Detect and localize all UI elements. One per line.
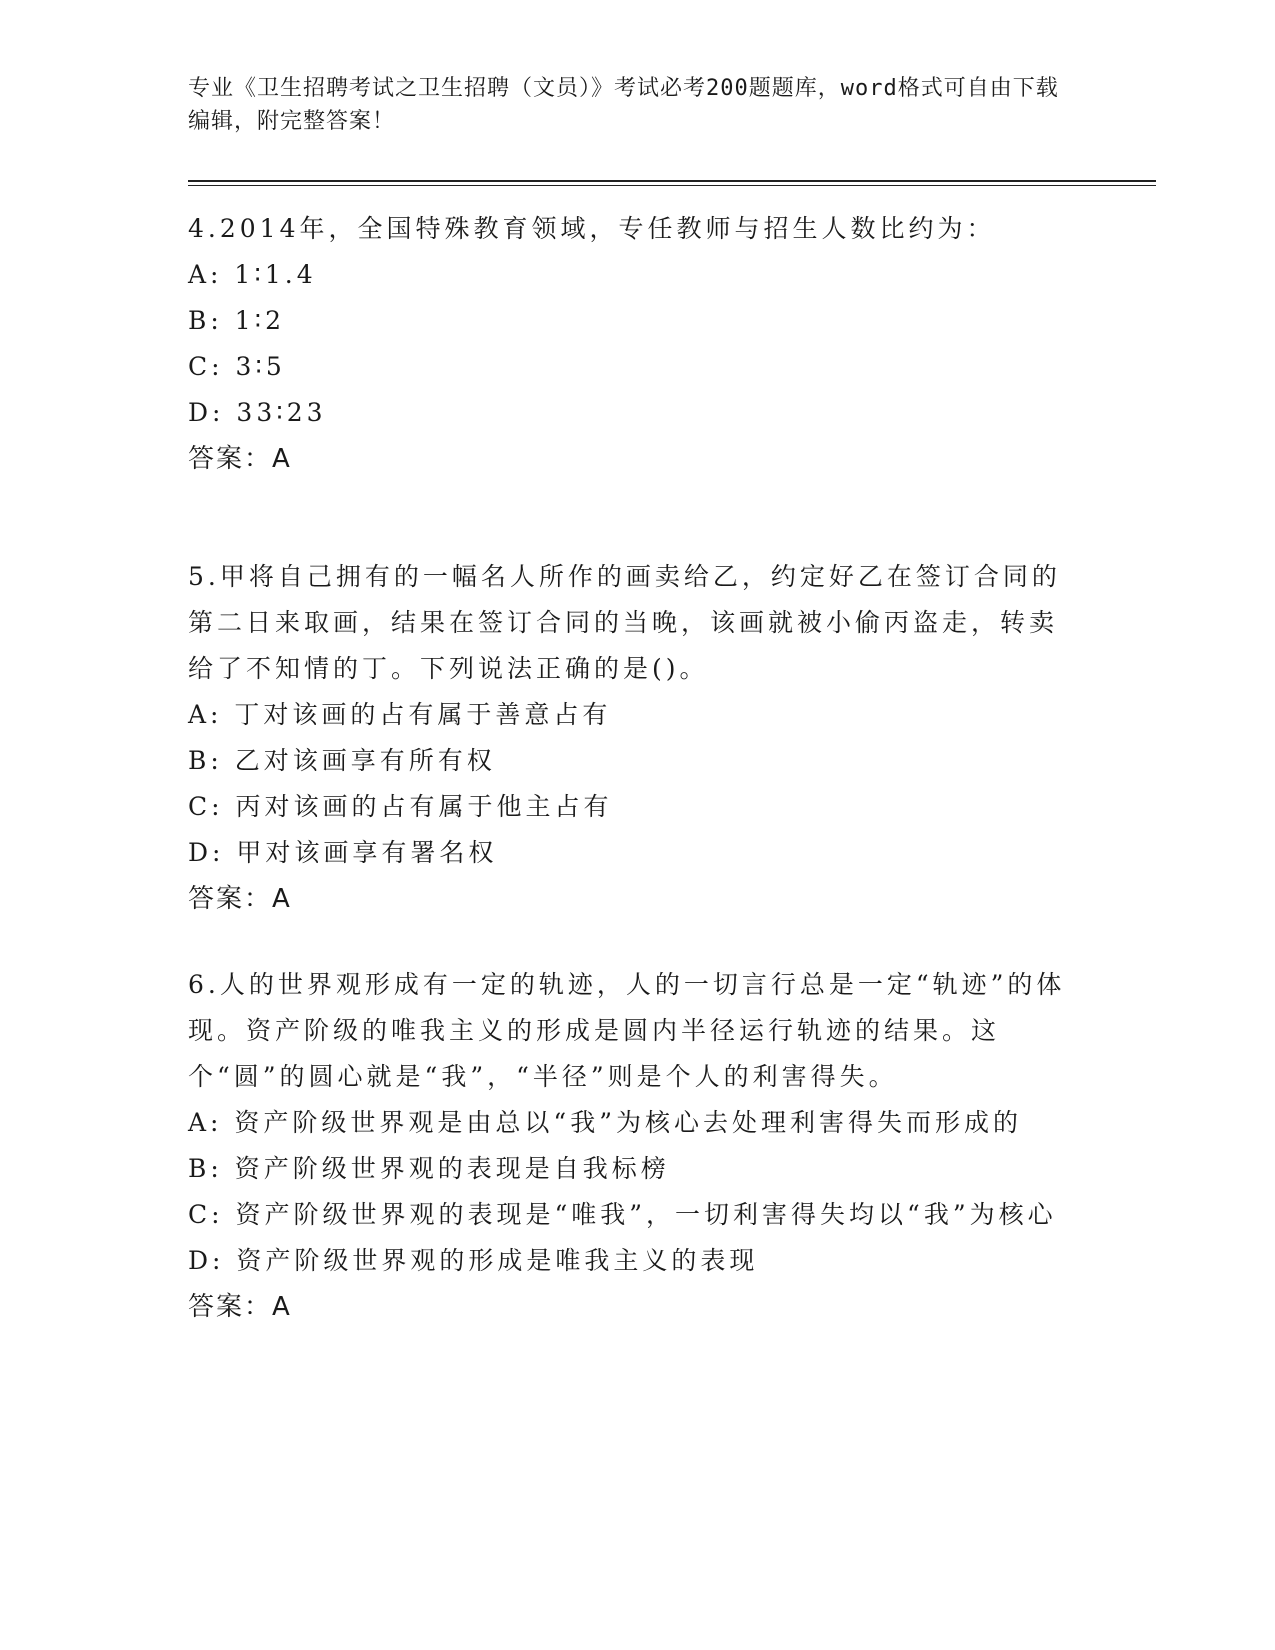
option-d: D: 资产阶级世界观的形成是唯我主义的表现: [188, 1246, 759, 1275]
answer-line: 答案：A: [188, 444, 292, 474]
question-stem: 6.人的世界观形成有一定的轨迹，人的一切言行总是一定“轨迹”的体现。资产阶级的唯我主义的形成是圆内半径运行轨迹的结果。这个“圆”的圆心就是“我”，“半径”则是个人的利害得失。: [188, 970, 1066, 1091]
option-a: A: 1∶1.4: [188, 260, 317, 289]
header-divider-thick: [188, 180, 1156, 182]
question-stem: 4.2014年，全国特殊教育领域，专任教师与招生人数比约为：: [188, 214, 996, 243]
option-a: A: 资产阶级世界观是由总以“我”为核心去处理利害得失而形成的: [188, 1108, 1022, 1137]
answer-line: 答案：A: [188, 884, 292, 914]
header-text: 专业《卫生招聘考试之卫生招聘（文员）》考试必考200题题库，word格式可自由下载编辑，附完整答案！: [188, 76, 1059, 134]
question-6: [188, 962, 1078, 1330]
option-c: C: 3∶5: [188, 352, 286, 381]
option-b: B: 资产阶级世界观的表现是自我标榜: [188, 1154, 670, 1183]
document-header: [188, 72, 1068, 138]
answer-line: 答案：A: [188, 1292, 292, 1322]
question-stem: 5.甲将自己拥有的一幅名人所作的画卖给乙，约定好乙在签订合同的第二日来取画，结果在签订合同的当晚，该画就被小偷丙盗走，转卖给了不知情的丁。下列说法正确的是()。: [188, 562, 1061, 683]
option-d: D: 甲对该画享有署名权: [188, 838, 498, 867]
option-c: C: 资产阶级世界观的表现是“唯我”，一切利害得失均以“我”为核心: [188, 1200, 1057, 1229]
question-4: [188, 206, 1078, 482]
option-b: B: 1∶2: [188, 306, 286, 335]
option-d: D: 33∶23: [188, 398, 327, 427]
option-b: B: 乙对该画享有所有权: [188, 746, 496, 775]
option-a: A: 丁对该画的占有属于善意占有: [188, 700, 612, 729]
question-5: [188, 554, 1078, 922]
header-divider-thin: [188, 185, 1156, 186]
option-c: C: 丙对该画的占有属于他主占有: [188, 792, 613, 821]
